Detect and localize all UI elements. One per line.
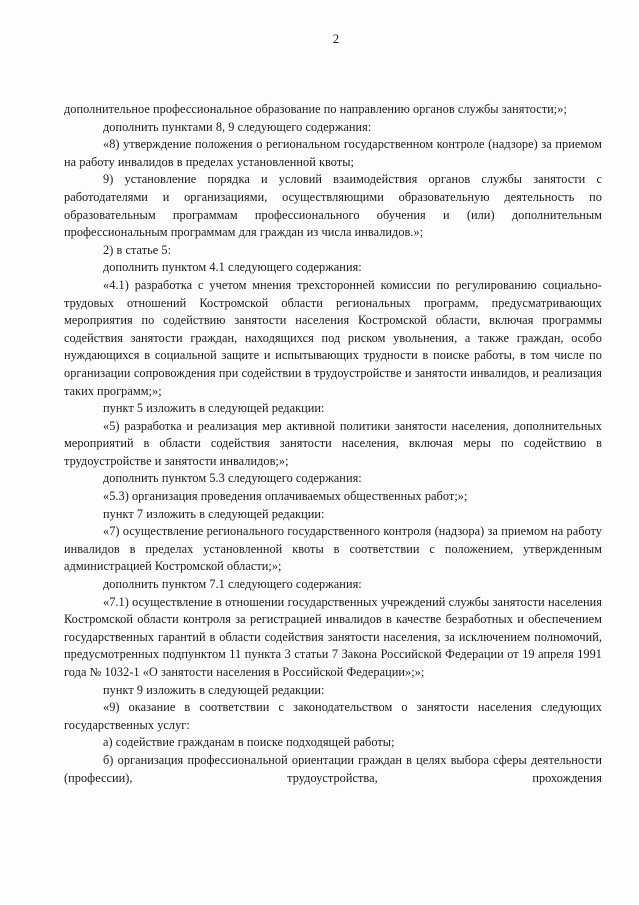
paragraph: дополнить пунктом 5.3 следующего содержания:	[103, 471, 362, 486]
paragraph: «8) утверждение положения о региональном государственном контроле (надзоре) за приемом на работу инвалидов в пределах установленной квоты;	[64, 137, 602, 169]
paragraph: дополнить пунктом 4.1 следующего содержания:	[103, 260, 362, 275]
paragraph: дополнить пунктами 8, 9 следующего содержания:	[103, 119, 372, 134]
page-number: 2	[332, 31, 340, 46]
paragraph: «7.1) осуществление в отношении государственных учреждений службы занятости населения Костромской области контроля за регистрацией инвалидов в качестве безработных и обеспечением государственных гарантий в области содействия занятости населения, за исключением полномочий, предусмотренных подпунктом 11 пункта 3 статьи 7 Закона Российской Федерации от 19 апреля 1991 года № 1032-1 «О занятости населения в Российской Федерации»;»;	[64, 594, 602, 679]
paragraph: «4.1) разработка с учетом мнения трехсторонней комиссии по регулированию социально-трудовых отношений Костромской области региональных программ, предусматривающих мероприятия по содействию занятости населения Костромской области, включая программы содействия занятости граждан, находящихся под риском увольнения, а также граждан, особо нуждающихся в социальной защите и испытывающих трудности в поиске работы, в том числе по организации сопровождения при содействии в трудоустройстве и занятости инвалидов, и реализация таких программ;»;	[64, 277, 602, 398]
paragraph: пункт 9 изложить в следующей редакции:	[103, 682, 325, 697]
paragraph: «5.3) организация проведения оплачиваемых общественных работ;»;	[103, 489, 468, 504]
paragraph: а) содействие гражданам в поиске подходящей работы;	[103, 735, 395, 750]
paragraph: «5) разработка и реализация мер активной политики занятости населения, дополнительных мероприятий в области содействия занятости населения, включая меры по содействию в трудоустройстве и занятости инвалидов;»;	[64, 418, 602, 468]
paragraph: дополнительное профессиональное образование по направлению органов службы занятости;»;	[64, 102, 567, 116]
paragraph: 2) в статье 5:	[103, 242, 172, 257]
paragraph: пункт 5 изложить в следующей редакции:	[103, 401, 325, 416]
document-body	[64, 101, 602, 787]
paragraph: «9) оказание в соответствии с законодательством о занятости населения следующих государственных услуг:	[64, 700, 602, 732]
paragraph: 9) установление порядка и условий взаимодействия органов службы занятости с работодателями и организациями, осуществляющими образовательную деятельность по образовательным программам профессионального обучения и (или) дополнительным профессиональным программам для граждан из числа инвалидов.»;	[64, 172, 602, 240]
paragraph: дополнить пунктом 7.1 следующего содержания:	[103, 577, 362, 592]
paragraph: б) организация профессиональной ориентации граждан в целях выбора сферы деятельности (профессии), трудоустройства, прохождения	[64, 752, 602, 785]
paragraph: пункт 7 изложить в следующей редакции:	[103, 506, 325, 521]
paragraph: «7) осуществление регионального государственного контроля (надзора) за приемом на работу инвалидов в пределах установленной квоты в соответствии с положением, утвержденным администрацией Костромской области;»;	[64, 524, 602, 574]
